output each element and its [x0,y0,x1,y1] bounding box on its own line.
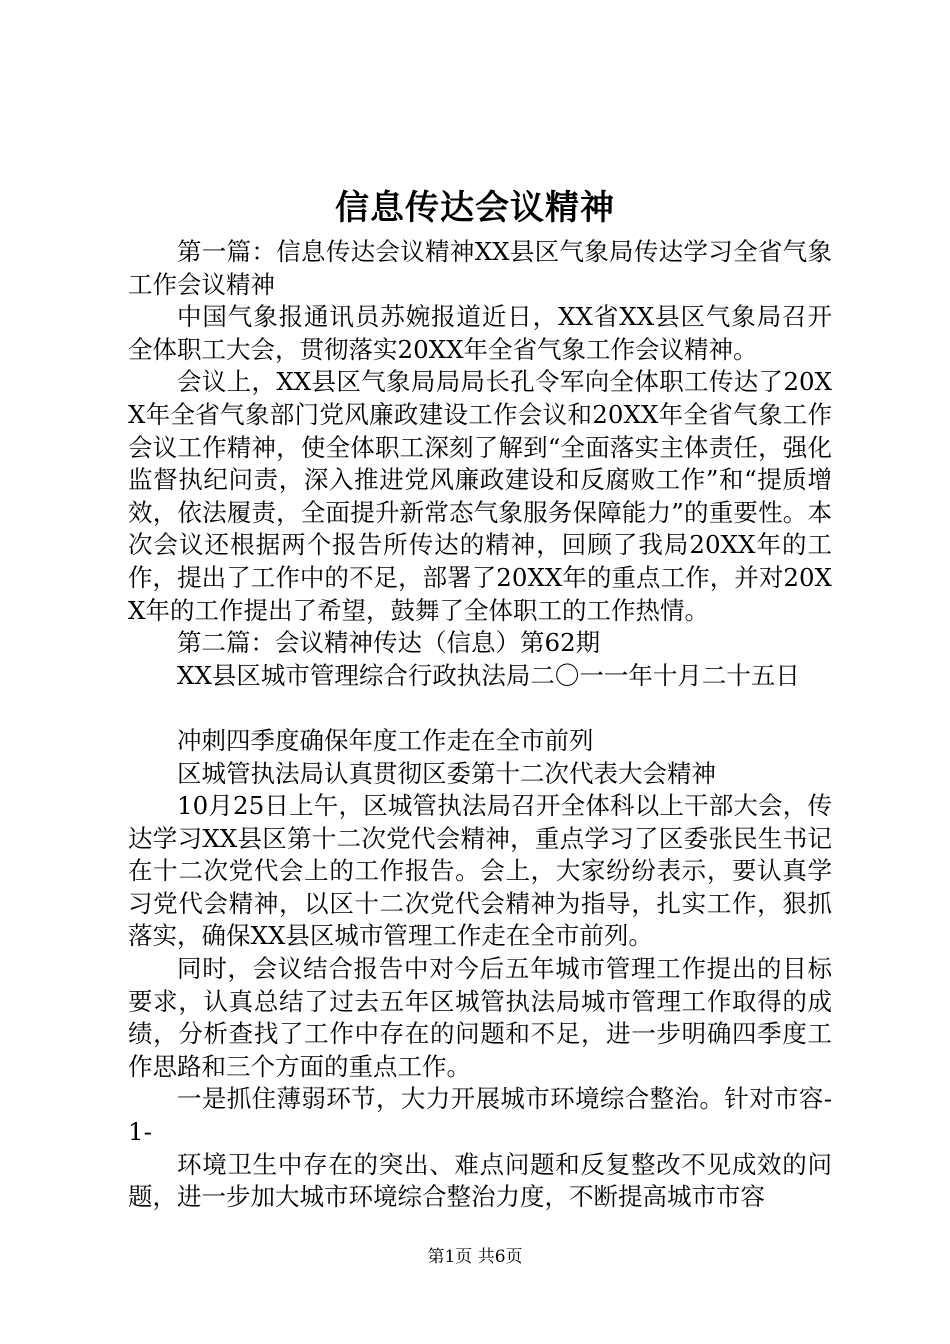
paragraph: 冲刺四季度确保年度工作走在全市前列 [177,725,594,755]
blank-line [128,692,832,725]
document-title: 信息传达会议精神 [335,188,615,228]
paragraph: 第一篇：信息传达会议精神XX县区气象局传达学习全省气象工作会议精神 [128,237,832,299]
paragraph: 环境卫生中存在的突出、难点问题和反复整改不见成效的问题，进一步加大城市环境综合整治力度，不断提高城市市容 [128,1149,832,1212]
paragraph: 中国气象报通讯员苏婉报道近日，XX省XX县区气象局召开全体职工大会，贯彻落实20XX年全省气象工作会议精神。 [128,302,832,364]
document-body [128,236,832,1214]
paragraph: 会议上，XX县区气象局局局长孔令军向全体职工传达了20XX年全省气象部门党风廉政建设工作会议和20XX年全省气象工作会议工作精神，使全体职工深刻了解到“全面落实主体责任，强化监督执纪问责，深入推进党风廉政建设和反腐败工作”和“提质增效，依法履责，全面提升新常态气象服务保障能力”的重要性。本次会议还根据两个报告所传达的精神，回顾了我局20XX年的工作，提出了工作中的不足，部署了20XX年的重点工作，并对20XX年的工作提出了希望，鼓舞了全体职工的工作热情。 [128,367,832,625]
paragraph: XX县区城市管理综合行政执法局二〇一一年十月二十五日 [177,660,800,690]
paragraph: 区城管执法局认真贯彻区委第十二次代表大会精神 [177,758,716,788]
paragraph: 第二篇：会议精神传达（信息）第62期 [177,628,601,658]
paragraph: 10月25日上午，区城管执法局召开全体科以上干部大会，传达学习XX县区第十二次党代会精神，重点学习了区委张民生书记在十二次党代会上的工作报告。会上，大家纷纷表示，要认真学习党代会精神，以区十二次党代会精神为指导，扎实工作，狠抓落实，确保XX县区城市管理工作走在全市前列。 [128,791,832,951]
paragraph: 一是抓住薄弱环节，大力开展城市环境综合整治。针对市容-1- [128,1084,832,1147]
page-footer: 第1页 共6页 [427,1247,523,1267]
paragraph: 同时，会议结合报告中对今后五年城市管理工作提出的目标要求，认真总结了过去五年区城管执法局城市管理工作取得的成绩，分析查找了工作中存在的问题和不足，进一步明确四季度工作思路和三个方面的重点工作。 [128,954,832,1081]
